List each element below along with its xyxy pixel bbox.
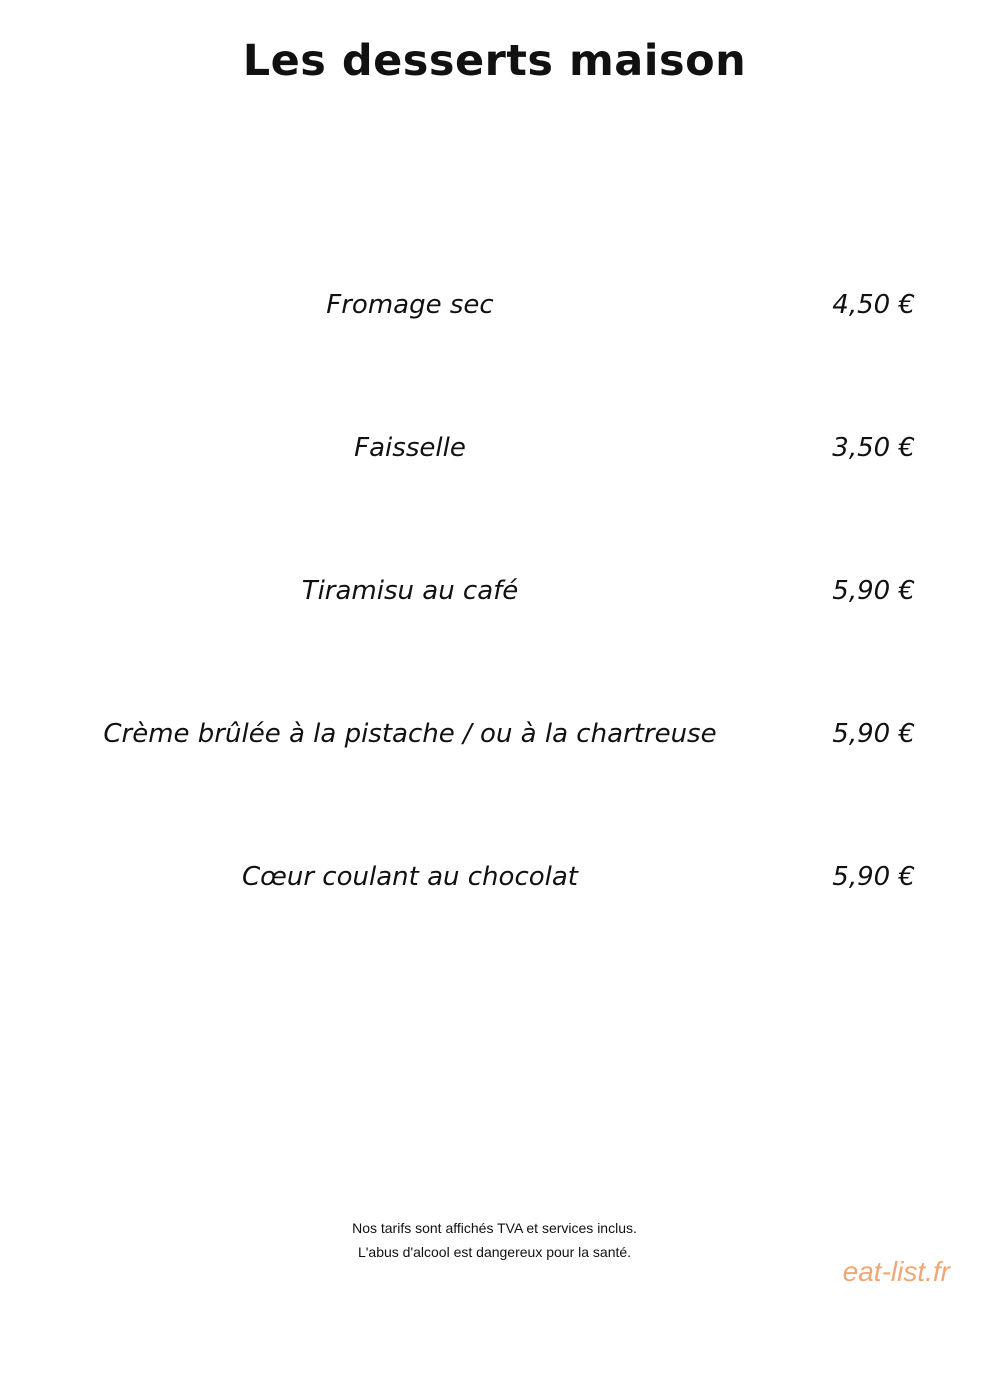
watermark-logo: eat-list.fr [842, 1256, 950, 1287]
menu-item-price: 3,50 € [832, 433, 915, 463]
menu-item-price: 5,90 € [832, 719, 915, 749]
menu-item-coeur-coulant [0, 857, 989, 897]
menu-item-name: Cœur coulant au chocolat [242, 862, 578, 892]
menu-item-price: 5,90 € [832, 576, 915, 606]
menu-item-name: Fromage sec [326, 290, 494, 320]
footer-tax-notice: Nos tarifs sont affichés TVA et services inclus. [352, 1220, 637, 1236]
menu-item-price: 5,90 € [832, 862, 915, 892]
footer-alcohol-warning: L'abus d'alcool est dangereux pour la santé. [357, 1244, 632, 1260]
menu-item-creme-brulee [0, 714, 989, 754]
menu-item-name: Faisselle [354, 433, 466, 463]
menu-title: Les desserts maison [242, 36, 747, 86]
menu-item-name: Tiramisu au café [301, 576, 519, 606]
menu-item-faisselle [0, 428, 989, 468]
menu-item-name: Crème brûlée à la pistache / ou à la chartreuse [103, 719, 717, 749]
menu-item-tiramisu [0, 571, 989, 611]
menu-item-fromage-sec [0, 285, 989, 325]
menu-item-price: 4,50 € [832, 290, 915, 320]
